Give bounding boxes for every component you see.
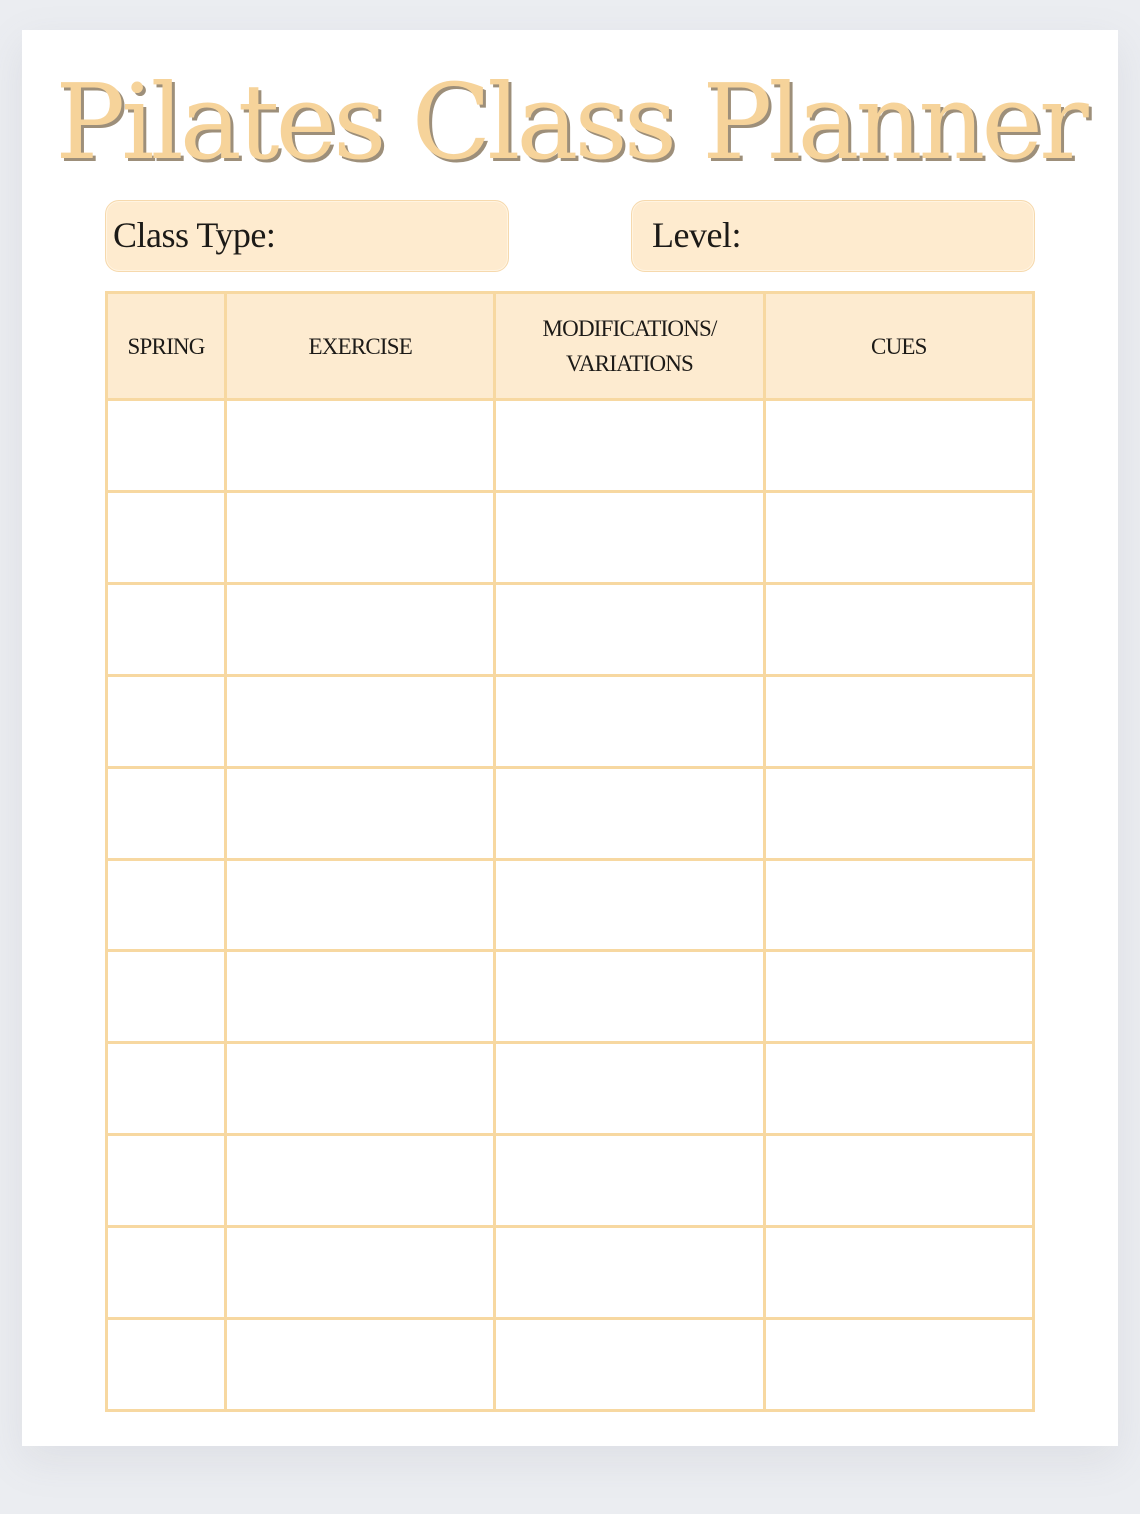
cell-modifications[interactable] [495,675,764,767]
cell-cues[interactable] [764,1043,1033,1135]
page-title: Pilates Class Planner [55,61,1085,183]
cell-exercise[interactable] [226,491,495,583]
cell-spring[interactable] [107,951,226,1043]
cell-spring[interactable] [107,675,226,767]
cell-exercise[interactable] [226,400,495,492]
cell-exercise[interactable] [226,1319,495,1411]
cell-spring[interactable] [107,1043,226,1135]
level-label: Level: [652,215,741,255]
class-type-label: Class Type: [113,215,276,255]
cell-spring[interactable] [107,1135,226,1227]
cell-exercise[interactable] [226,859,495,951]
table-row [107,859,1034,951]
table-row [107,400,1034,492]
table-row [107,951,1034,1043]
header-modifications-line1: MODIFICATIONS/ [542,316,717,341]
cell-exercise[interactable] [226,675,495,767]
planner-table [105,291,1035,1412]
header-cues: CUES [764,293,1033,400]
cell-cues[interactable] [764,1135,1033,1227]
header-modifications-line2: VARIATIONS [566,351,694,376]
cell-cues[interactable] [764,400,1033,492]
cell-cues[interactable] [764,491,1033,583]
cell-exercise[interactable] [226,1227,495,1319]
table-row [107,1227,1034,1319]
table-row [107,1135,1034,1227]
table-row [107,675,1034,767]
cell-modifications[interactable] [495,1319,764,1411]
cell-spring[interactable] [107,1319,226,1411]
table-row [107,1043,1034,1135]
header-row [107,293,1034,400]
cell-modifications[interactable] [495,859,764,951]
cell-cues[interactable] [764,1227,1033,1319]
level-field[interactable] [631,200,1035,272]
cell-modifications[interactable] [495,1043,764,1135]
cell-modifications[interactable] [495,951,764,1043]
cell-modifications[interactable] [495,491,764,583]
class-type-field[interactable] [105,200,509,272]
cell-exercise[interactable] [226,1135,495,1227]
cell-spring[interactable] [107,583,226,675]
table-row [107,1319,1034,1411]
cell-exercise[interactable] [226,767,495,859]
header-exercise: EXERCISE [226,293,495,400]
cell-cues[interactable] [764,1319,1033,1411]
cell-cues[interactable] [764,675,1033,767]
cell-spring[interactable] [107,400,226,492]
cell-spring[interactable] [107,859,226,951]
table-row [107,767,1034,859]
table-row [107,491,1034,583]
cell-cues[interactable] [764,951,1033,1043]
cell-modifications[interactable] [495,1227,764,1319]
planner-body [107,400,1034,1411]
cell-modifications[interactable] [495,400,764,492]
cell-cues[interactable] [764,859,1033,951]
cell-spring[interactable] [107,1227,226,1319]
cell-modifications[interactable] [495,1135,764,1227]
cell-spring[interactable] [107,491,226,583]
cell-modifications[interactable] [495,583,764,675]
header-modifications [495,293,764,400]
cell-exercise[interactable] [226,1043,495,1135]
cell-exercise[interactable] [226,951,495,1043]
cell-spring[interactable] [107,767,226,859]
cell-cues[interactable] [764,767,1033,859]
table-row [107,583,1034,675]
cell-modifications[interactable] [495,767,764,859]
cell-exercise[interactable] [226,583,495,675]
header-spring: SPRING [107,293,226,400]
cell-cues[interactable] [764,583,1033,675]
